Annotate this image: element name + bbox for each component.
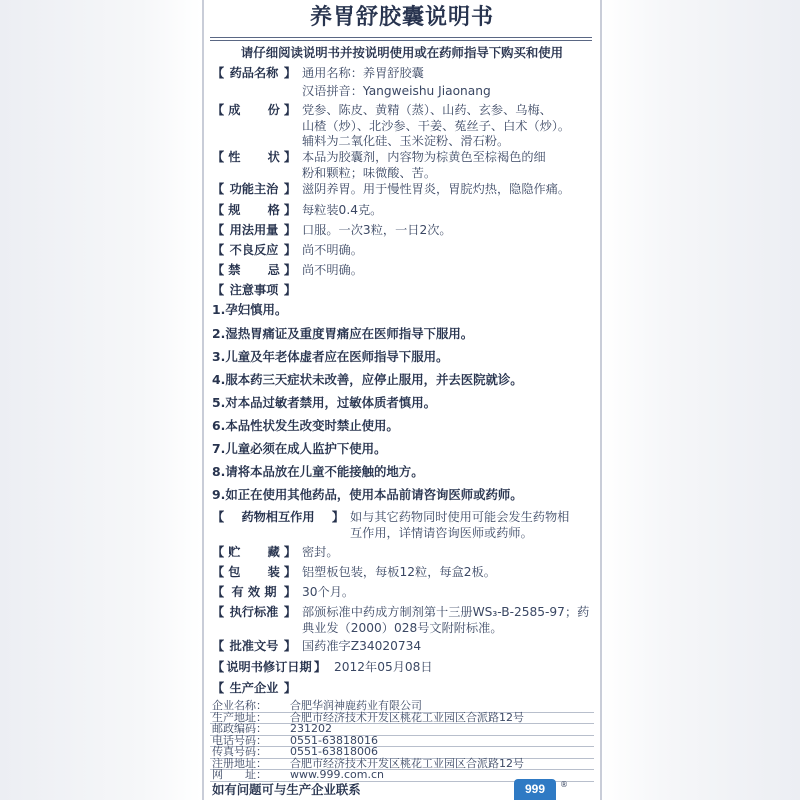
- manufacturer-key: 电话号码：: [212, 733, 267, 747]
- section-label: 【 包 装 】: [212, 565, 296, 579]
- section-label: 【 功能主治 】: [212, 182, 296, 196]
- manufacturer-key: 生产地址：: [212, 710, 267, 724]
- section-label: 【 执行标准 】: [212, 605, 296, 619]
- manufacturer-key: 注册地址：: [212, 756, 267, 770]
- manufacturer-value: 合肥市经济技术开发区桃花工业园区合派路12号: [290, 756, 524, 770]
- paper-edge-right: [600, 0, 602, 800]
- manufacturer-row: [212, 700, 596, 712]
- manufacturer-row: [212, 746, 596, 758]
- manufacturer-row: [212, 712, 596, 724]
- precaution-item: 1.孕妇慎用。: [212, 302, 288, 317]
- section-label: 【 性 状 】: [212, 150, 296, 164]
- section-label: 【 用法用量 】: [212, 223, 296, 237]
- usage-instruction: 请仔细阅读说明书并按说明使用或在药师指导下购买和使用: [240, 45, 564, 60]
- precaution-item: 4.服本药三天症状未改善，应停止服用，并去医院就诊。: [212, 372, 523, 387]
- interactions-text: 如与其它药物同时使用可能会发生药物相 互作用，详情请咨询医师或药师。: [350, 510, 570, 540]
- contact-footer: 如有问题可与生产企业联系: [212, 782, 361, 797]
- indications-text: 滋阴养胃。用于慢性胃炎，胃脘灼热，隐隐作痛。: [302, 182, 571, 196]
- precaution-item: 8.请将本品放在儿童不能接触的地方。: [212, 464, 424, 479]
- right-background: [602, 0, 800, 800]
- precaution-item: 9.如正在使用其他药品，使用本品前请咨询医师或药师。: [212, 487, 523, 502]
- validity-text: 30个月。: [302, 585, 355, 599]
- precaution-item: 5.对本品过敏者禁用，过敏体质者慎用。: [212, 395, 436, 410]
- contraindications-text: 尚不明确。: [302, 263, 363, 277]
- ingredients-text: 党参、陈皮、黄精（蒸）、山药、玄参、乌梅、 山楂（炒）、北沙参、干姜、菟丝子、白术（炒）。 辅料为二氧化硅、玉米淀粉、滑石粉。: [302, 103, 571, 148]
- precaution-item: 2.湿热胃痛证及重度胃痛应在医师指导下服用。: [212, 326, 474, 341]
- section-label: 【 生产企业 】: [212, 681, 296, 695]
- standard-text: 部颁标准中药成方制剂第十三册WS₃-B-2585-97；药 典业发（2000）028号文附附标准。: [302, 605, 590, 635]
- precaution-item: 7.儿童必须在成人监护下使用。: [212, 441, 387, 456]
- manufacturer-row: [212, 758, 596, 770]
- manufacturer-value[interactable]: www.999.com.cn: [290, 768, 384, 781]
- section-label: 【 有 效 期 】: [212, 585, 296, 599]
- precaution-item: 3.儿童及年老体虚者应在医师指导下服用。: [212, 349, 449, 364]
- revision-text: 2012年05月08日: [334, 660, 433, 674]
- manufacturer-value: 0551-63818016: [290, 733, 378, 747]
- document-title: 养胃舒胶囊说明书: [309, 5, 494, 30]
- section-label: 【 贮 藏 】: [212, 545, 296, 559]
- leaflet: [204, 0, 600, 800]
- generic-name: 通用名称：养胃舒胶囊: [302, 66, 424, 80]
- section-label: 【 药物相互作用 】: [212, 510, 344, 524]
- section-label: 【 禁 忌 】: [212, 263, 296, 277]
- manufacturer-value: 合肥华润神鹿药业有限公司: [290, 699, 422, 712]
- title-rule: [210, 37, 592, 38]
- specification-text: 每粒装0.4克。: [302, 203, 383, 217]
- manufacturer-row: [212, 735, 596, 747]
- section-label: 【 不良反应 】: [212, 243, 296, 257]
- pinyin-name: 汉语拼音：Yangweishu Jiaonang: [302, 84, 491, 98]
- manufacturer-row: [212, 723, 596, 735]
- manufacturer-key: 邮政编码：: [212, 722, 267, 735]
- section-label: 【 批准文号 】: [212, 639, 296, 653]
- section-label: 【 成 份 】: [212, 103, 296, 117]
- left-background: [0, 0, 202, 800]
- dosage-text: 口服。一次3粒，一日2次。: [302, 223, 452, 237]
- section-label: 【 注意事项 】: [212, 283, 296, 297]
- registered-mark: ®: [560, 780, 568, 789]
- manufacturer-key: 企业名称：: [212, 699, 267, 712]
- manufacturer-value: 合肥市经济技术开发区桃花工业园区合派路12号: [290, 710, 524, 724]
- precaution-item: 6.本品性状发生改变时禁止使用。: [212, 418, 399, 433]
- properties-text: 本品为胶囊剂，内容物为棕黄色至棕褐色的细 粉和颗粒；味微酸、苦。: [302, 150, 546, 180]
- manufacturer-key: 网 址：: [212, 768, 267, 781]
- package-text: 铝塑板包装，每板12粒，每盒2板。: [302, 565, 496, 579]
- section-label: 【 说明书修订日期 】: [212, 660, 326, 674]
- approval-text: 国药准字Z34020734: [302, 639, 422, 653]
- manufacturer-value: 0551-63818006: [290, 745, 378, 758]
- title-rule-2: [210, 40, 592, 41]
- storage-text: 密封。: [302, 545, 339, 559]
- section-label: 【 药品名称 】: [212, 66, 296, 80]
- section-label: 【 规 格 】: [212, 203, 296, 217]
- adverse-text: 尚不明确。: [302, 243, 363, 257]
- manufacturer-key: 传真号码：: [212, 745, 267, 758]
- manufacturer-value: 231202: [290, 722, 332, 735]
- brand-logo: 999: [514, 779, 556, 800]
